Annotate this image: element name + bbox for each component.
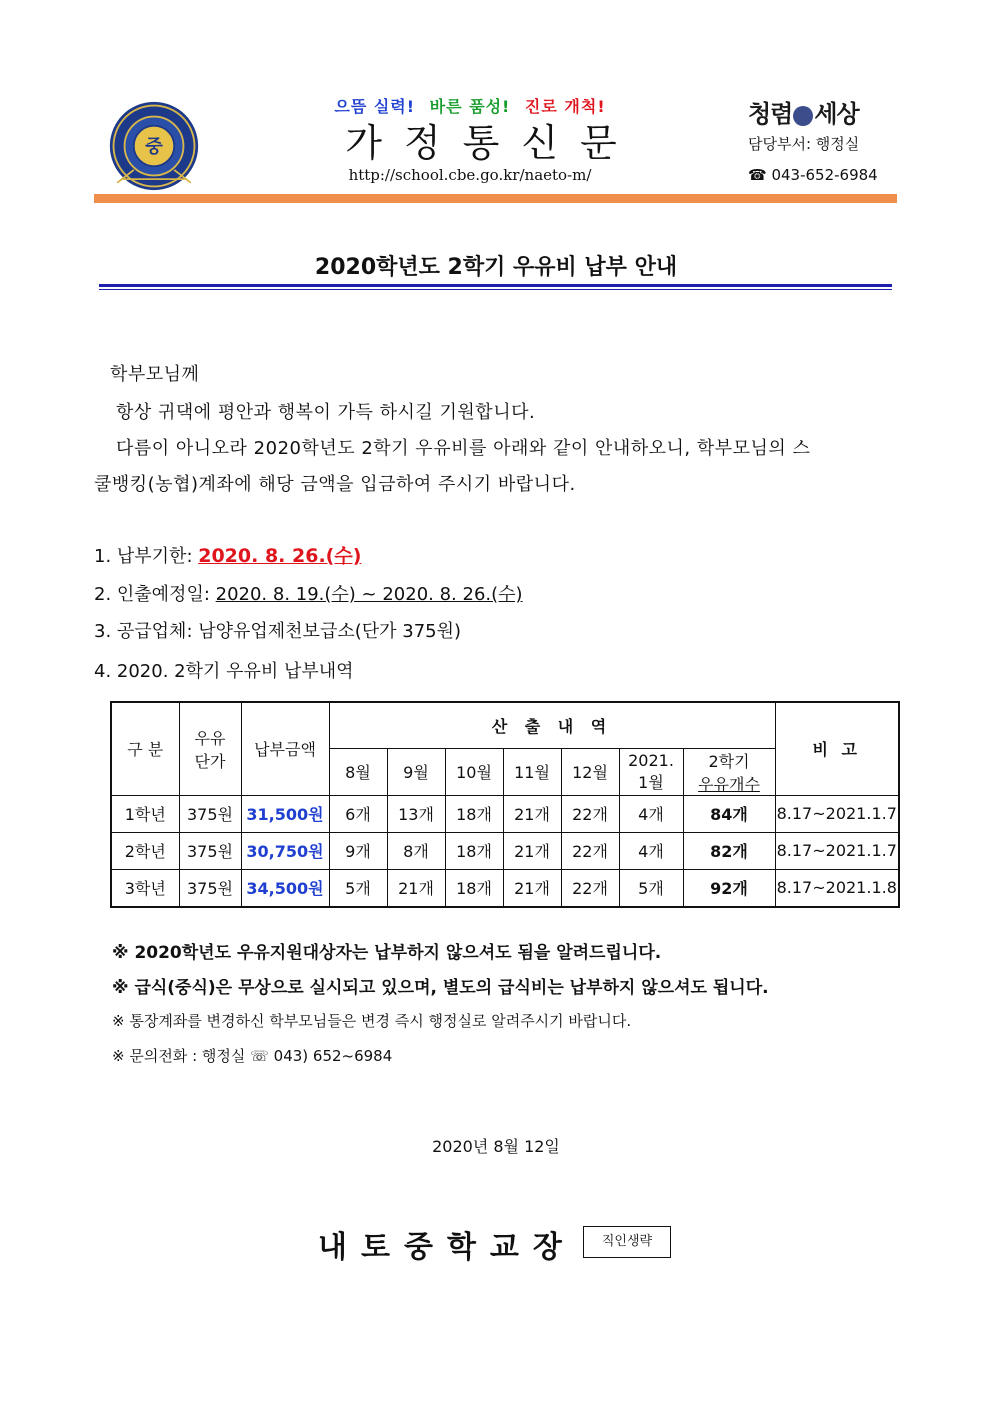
header-total-line1: 2학기 [708, 751, 750, 771]
motto-1: 으뜸 실력! [334, 97, 416, 116]
slogan-left: 청렴 [748, 99, 793, 128]
department-label: 담당부서: 행정실 [748, 135, 860, 153]
item-deadline [94, 541, 361, 568]
table-row [111, 795, 899, 832]
cell-m9: 8개 [387, 832, 445, 869]
cell-total: 82개 [683, 832, 775, 869]
header-unit-price [179, 702, 241, 795]
cell-unit: 375원 [179, 832, 241, 869]
note-free-lunch: ※ 급식(중식)은 무상으로 실시되고 있으며, 별도의 급식비는 납부하지 않으셔도 됩니다. [112, 978, 769, 998]
cell-m11: 21개 [503, 832, 561, 869]
cell-jan: 4개 [619, 832, 683, 869]
paragraph-1: 항상 귀댁에 평안과 행복이 가득 하시길 기원합니다. [116, 402, 536, 423]
header-total [683, 748, 775, 795]
school-url[interactable]: http://school.cbe.go.kr/naeto-m/ [348, 166, 592, 184]
cell-m8: 5개 [329, 869, 387, 907]
cell-total: 84개 [683, 795, 775, 832]
cell-unit: 375원 [179, 869, 241, 907]
withdrawal-value: 2020. 8. 19.(수) ~ 2020. 8. 26.(수) [215, 584, 523, 605]
deadline-value: 2020. 8. 26.(수) [198, 545, 362, 567]
header-month-10: 10월 [445, 748, 503, 795]
header-note: 비 고 [775, 702, 899, 795]
header-amount: 납부금액 [241, 702, 329, 795]
header-jan-line2: 1월 [638, 772, 664, 792]
header-division: 구 분 [111, 702, 179, 795]
cell-m11: 21개 [503, 795, 561, 832]
title-underline-thin [99, 289, 892, 290]
deadline-label: 1. 납부기한: [94, 546, 199, 567]
note-account-change: ※ 통장계좌를 변경하신 학부모님들은 변경 즉시 행정실로 알려주시기 바랍니다. [112, 1012, 632, 1030]
newsletter-title: 가정통신문 [345, 121, 639, 165]
cell-grade: 2학년 [111, 832, 179, 869]
item-payment-details: 4. 2020. 2학기 우유비 납부내역 [94, 661, 354, 682]
cell-grade: 1학년 [111, 795, 179, 832]
greeting: 학부모님께 [110, 364, 200, 385]
cell-m9: 13개 [387, 795, 445, 832]
title-underline [99, 284, 892, 287]
cell-note: 8.17~2021.1.8 [775, 869, 899, 907]
header-month-12: 12월 [561, 748, 619, 795]
cell-unit: 375원 [179, 795, 241, 832]
header-divider [94, 194, 897, 203]
cell-amount: 30,750원 [241, 832, 329, 869]
header-jan-line1: 2021. [628, 750, 674, 770]
item-supplier: 3. 공급업체: 남양유업제천보급소(단가 375원) [94, 621, 462, 642]
slogan-right: 세상 [814, 99, 859, 128]
phone-number: ☎ 043-652-6984 [748, 166, 878, 184]
header-month-8: 8월 [329, 748, 387, 795]
slogan-logo [748, 94, 859, 129]
paragraph-3: 쿨뱅킹(농협)계좌에 해당 금액을 입금하여 주시기 바랍니다. [94, 474, 576, 495]
cell-m11: 21개 [503, 869, 561, 907]
cell-m10: 18개 [445, 832, 503, 869]
header-unit-line1: 우유 [194, 728, 226, 748]
cell-m12: 22개 [561, 832, 619, 869]
cell-m12: 22개 [561, 795, 619, 832]
cell-jan: 4개 [619, 795, 683, 832]
cell-grade: 3학년 [111, 869, 179, 907]
header-unit-line2: 단가 [194, 751, 226, 771]
paragraph-2: 다름이 아니오라 2020학년도 2학기 우유비를 아래와 같이 안내하오니, 학부모님의 스 [116, 438, 811, 459]
header-month-9: 9월 [387, 748, 445, 795]
cell-amount: 34,500원 [241, 869, 329, 907]
cell-jan: 5개 [619, 869, 683, 907]
header-total-line2: 우유개수 [698, 774, 760, 794]
motto-3: 진로 개척! [524, 97, 606, 116]
cell-amount: 31,500원 [241, 795, 329, 832]
cell-m10: 18개 [445, 869, 503, 907]
svg-text:중: 중 [145, 136, 163, 158]
cell-m12: 22개 [561, 869, 619, 907]
cell-note: 8.17~2021.1.7 [775, 832, 899, 869]
item-withdrawal [94, 580, 523, 606]
header-calculation: 산 출 내 역 [329, 702, 775, 748]
header-month-jan [619, 748, 683, 795]
cell-m8: 9개 [329, 832, 387, 869]
cell-m8: 6개 [329, 795, 387, 832]
cell-m9: 21개 [387, 869, 445, 907]
cell-note: 8.17~2021.1.7 [775, 795, 899, 832]
slogan-emblem-icon [793, 106, 813, 126]
header-month-11: 11월 [503, 748, 561, 795]
cell-total: 92개 [683, 869, 775, 907]
table-row [111, 832, 899, 869]
document-date: 2020년 8월 12일 [432, 1137, 560, 1156]
note-milk-support: ※ 2020학년도 우유지원대상자는 납부하지 않으셔도 됨을 알려드립니다. [112, 943, 662, 963]
table-row [111, 869, 899, 907]
seal-omitted-stamp: 직인생략 [583, 1226, 671, 1258]
fee-table [110, 701, 900, 908]
principal-signature: 내토중학교장 [318, 1230, 576, 1265]
document-title: 2020학년도 2학기 우유비 납부 안내 [314, 255, 678, 280]
motto-2: 바른 품성! [429, 97, 511, 116]
cell-m10: 18개 [445, 795, 503, 832]
note-contact: ※ 문의전화 : 행정실 ☏ 043) 652~6984 [112, 1047, 393, 1065]
withdrawal-label: 2. 인출예정일: [94, 584, 216, 605]
